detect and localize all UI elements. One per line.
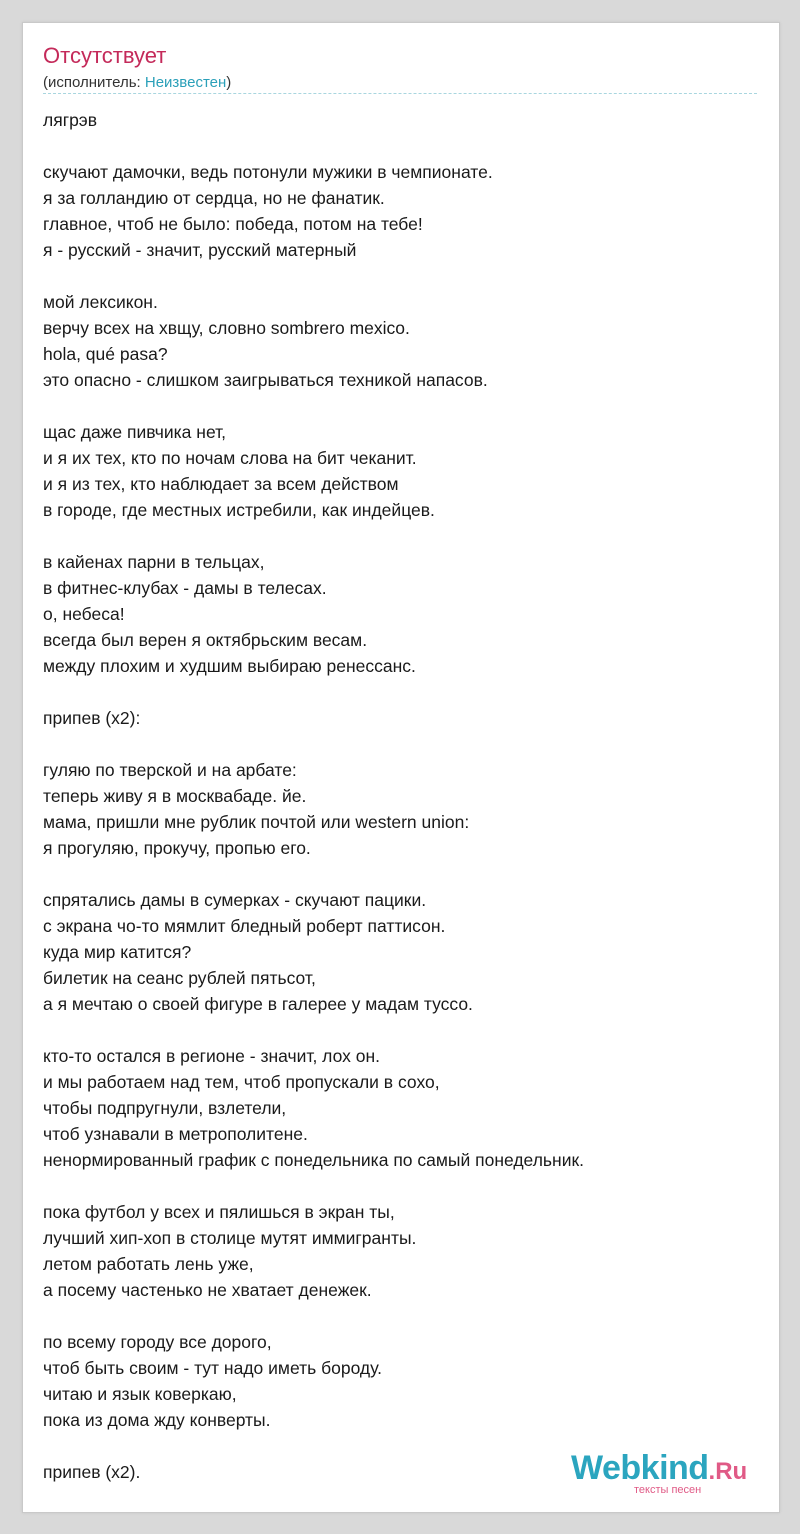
lyrics-line: в кайенах парни в тельцах,	[43, 552, 265, 572]
lyrics-line: а я мечтаю о своей фигуре в галерее у мадам туссо.	[43, 994, 473, 1014]
lyrics-line: ненормированный график с понедельника по самый понедельник.	[43, 1150, 584, 1170]
lyrics-line: лучший хип-хоп в столице мутят иммигранты.	[43, 1228, 417, 1248]
lyrics-line: hola, qué pasa?	[43, 344, 168, 364]
lyrics-line: припев (х2).	[43, 1462, 141, 1482]
lyrics-line: и я из тех, кто наблюдает за всем действом	[43, 474, 399, 494]
logo-tld: .Ru	[708, 1458, 748, 1485]
lyrics-line: чтоб узнавали в метрополитене.	[43, 1124, 308, 1144]
lyrics-line: мой лексикон.	[43, 292, 158, 312]
performer-link[interactable]: Неизвестен	[144, 74, 227, 91]
lyrics-line: я прогуляю, прокучу, пропью его.	[43, 838, 311, 858]
lyrics-blank-line	[43, 1017, 757, 1043]
lyrics-line: и мы работаем над тем, чтоб пропускали в сохо,	[43, 1072, 440, 1092]
lyrics-line: билетик на сеанс рублей пятьсот,	[43, 968, 316, 988]
lyrics-line: пока из дома жду конверты.	[43, 1410, 271, 1430]
lyrics-line: куда мир катится?	[43, 942, 192, 962]
lyrics-line: я за голландию от сердца, но не фанатик.	[43, 188, 385, 208]
lyrics-line: о, небеса!	[43, 604, 125, 624]
lyrics-blank-line	[43, 263, 757, 289]
lyrics-line: теперь живу я в москвабаде. йе.	[43, 786, 307, 806]
lyrics-line: главное, чтоб не было: победа, потом на тебе!	[43, 214, 423, 234]
lyrics-blank-line	[43, 1173, 757, 1199]
lyrics-text	[43, 107, 757, 1485]
lyrics-line: между плохим и худшим выбираю ренессанс.	[43, 656, 416, 676]
song-title: Отсутствует	[43, 43, 167, 68]
lyrics-line: в фитнес-клубах - дамы в телесах.	[43, 578, 327, 598]
lyrics-blank-line	[43, 1303, 757, 1329]
lyrics-line: всегда был верен я октябрьским весам.	[43, 630, 368, 650]
lyrics-line: читаю и язык коверкаю,	[43, 1384, 237, 1404]
logo-tagline: тексты песен	[634, 1484, 702, 1496]
logo-name: Webkind	[571, 1449, 709, 1487]
lyrics-blank-line	[43, 861, 757, 887]
lyrics-blank-line	[43, 523, 757, 549]
lyrics-page	[22, 22, 780, 1513]
lyrics-line: пока футбол у всех и пялишься в экран ты,	[43, 1202, 395, 1222]
webkind-logo[interactable]	[571, 1450, 771, 1496]
performer-suffix: )	[226, 74, 232, 91]
lyrics-line: летом работать лень уже,	[43, 1254, 254, 1274]
lyrics-line: лягрэв	[43, 110, 98, 130]
lyrics-line: я - русский - значит, русский матерный	[43, 240, 357, 260]
performer-prefix: (исполнитель:	[43, 74, 145, 91]
lyrics-line: верчу всех на хвщу, словно sombrero mexico.	[43, 318, 410, 338]
lyrics-line: мама, пришли мне рублик почтой или western union:	[43, 812, 470, 832]
header-divider	[43, 93, 757, 94]
lyrics-line: в городе, где местных истребили, как индейцев.	[43, 500, 435, 520]
lyrics-line: это опасно - слишком заигрываться техникой напасов.	[43, 370, 488, 390]
lyrics-line: чтоб быть своим - тут надо иметь бороду.	[43, 1358, 382, 1378]
lyrics-line: скучают дамочки, ведь потонули мужики в чемпионате.	[43, 162, 493, 182]
lyrics-blank-line	[43, 731, 757, 757]
lyrics-blank-line	[43, 679, 757, 705]
lyrics-line: припев (х2):	[43, 708, 141, 728]
lyrics-line: спрятались дамы в сумерках - скучают пацики.	[43, 890, 427, 910]
lyrics-line: чтобы подпругнули, взлетели,	[43, 1098, 287, 1118]
lyrics-line: гуляю по тверской и на арбате:	[43, 760, 297, 780]
lyrics-line: а посему частенько не хватает денежек.	[43, 1280, 372, 1300]
performer-line	[43, 74, 231, 92]
lyrics-line: с экрана чо-то мямлит бледный роберт паттисон.	[43, 916, 446, 936]
lyrics-line: кто-то остался в регионе - значит, лох он.	[43, 1046, 380, 1066]
lyrics-blank-line	[43, 393, 757, 419]
lyrics-line: щас даже пивчика нет,	[43, 422, 227, 442]
lyrics-line: по всему городу все дорого,	[43, 1332, 272, 1352]
lyrics-blank-line	[43, 133, 757, 159]
lyrics-line: и я их тех, кто по ночам слова на бит чеканит.	[43, 448, 417, 468]
